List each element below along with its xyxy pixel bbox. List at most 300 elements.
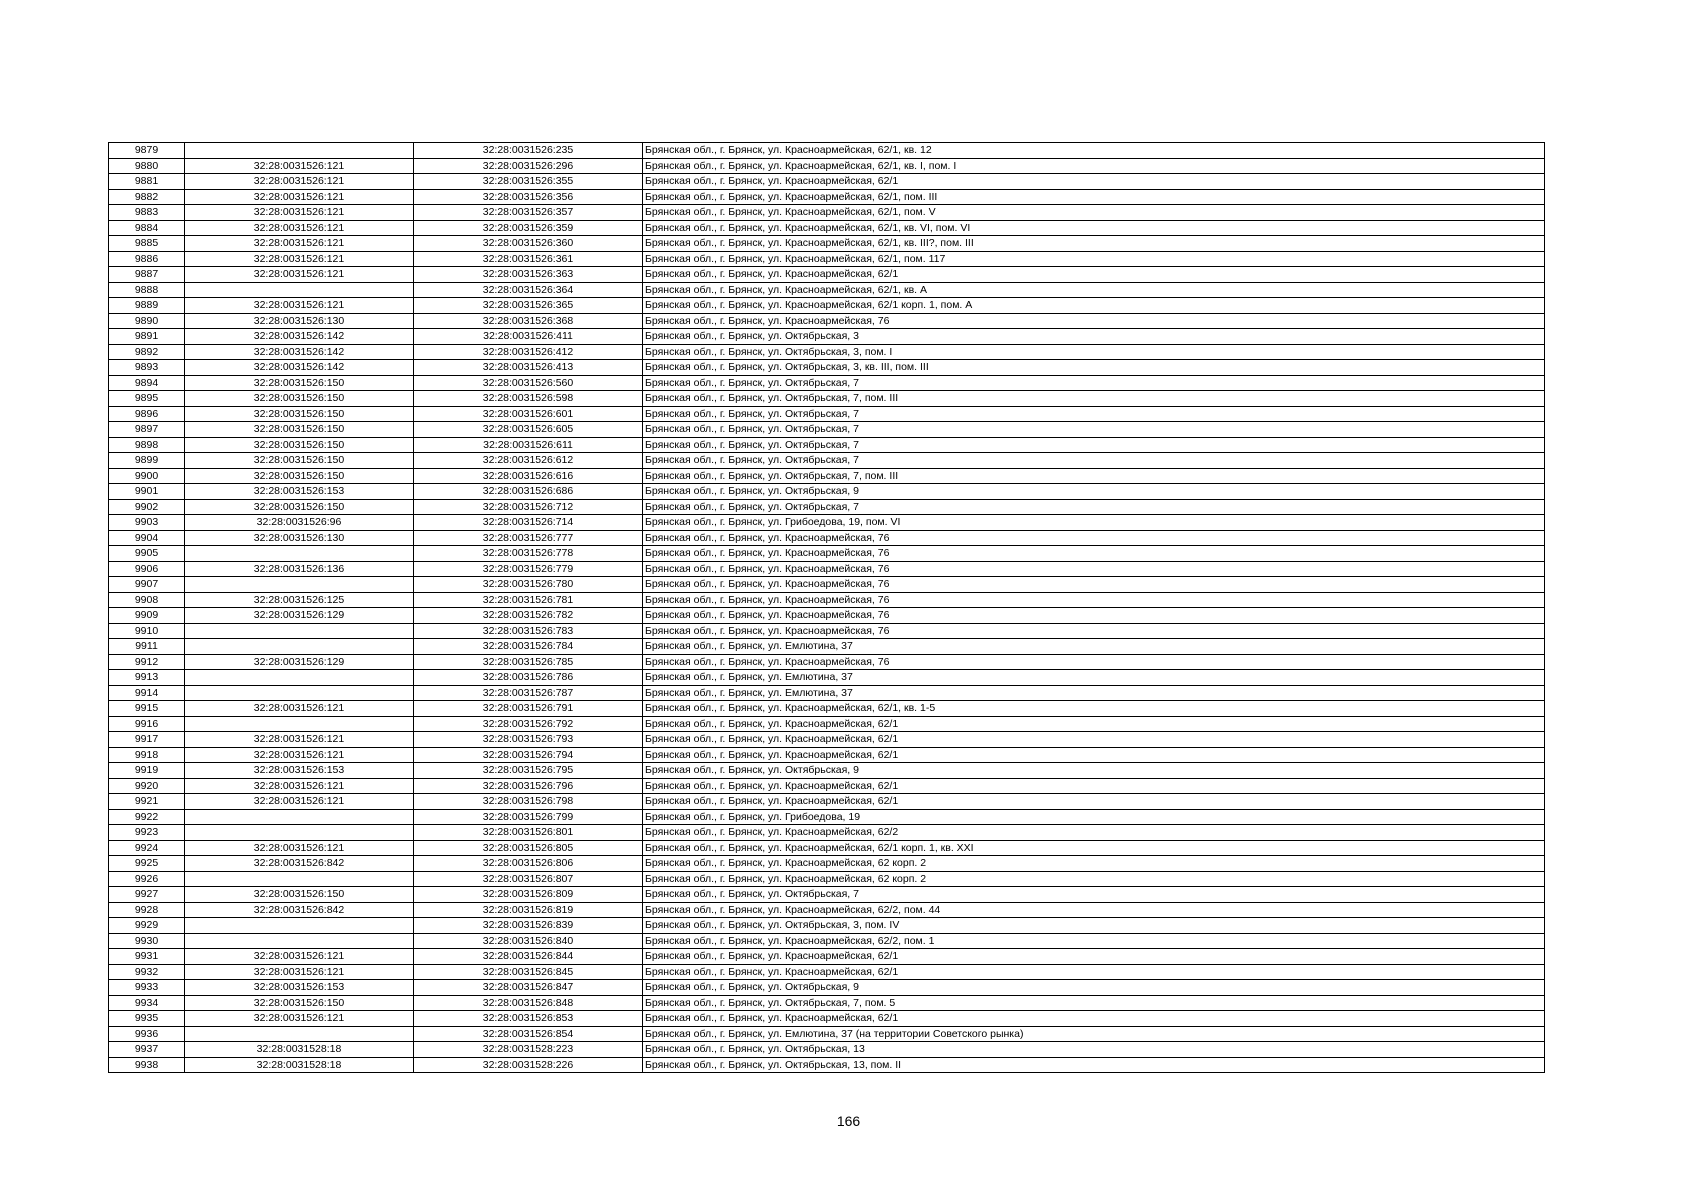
cadastral-number-cell: 32:28:0031526:791 [414, 701, 643, 717]
row-number-cell: 9880 [109, 158, 185, 174]
page-number: 166 [836, 1113, 861, 1129]
parent-cadastral-number-cell: 32:28:0031526:121 [185, 949, 414, 965]
parent-cadastral-number-cell: 32:28:0031526:96 [185, 515, 414, 531]
row-number-cell: 9901 [109, 484, 185, 500]
parent-cadastral-number-cell [185, 933, 414, 949]
address-cell: Брянская обл., г. Брянск, ул. Емлютина, 37 [643, 639, 1545, 655]
table-row [109, 484, 1545, 500]
cadastral-number-cell: 32:28:0031526:795 [414, 763, 643, 779]
row-number-cell: 9925 [109, 856, 185, 872]
address-cell: Брянская обл., г. Брянск, ул. Красноармейская, 76 [643, 577, 1545, 593]
parent-cadastral-number-cell: 32:28:0031526:129 [185, 608, 414, 624]
table-row [109, 933, 1545, 949]
address-cell: Брянская обл., г. Брянск, ул. Красноармейская, 62/2 [643, 825, 1545, 841]
parent-cadastral-number-cell: 32:28:0031526:121 [185, 174, 414, 190]
cadastral-number-cell: 32:28:0031526:412 [414, 344, 643, 360]
cadastral-number-cell: 32:28:0031528:226 [414, 1057, 643, 1073]
parent-cadastral-number-cell: 32:28:0031526:150 [185, 406, 414, 422]
parent-cadastral-number-cell: 32:28:0031526:150 [185, 422, 414, 438]
row-number-cell: 9888 [109, 282, 185, 298]
address-cell: Брянская обл., г. Брянск, ул. Емлютина, 37 [643, 685, 1545, 701]
table-row [109, 391, 1545, 407]
row-number-cell: 9881 [109, 174, 185, 190]
table-row [109, 422, 1545, 438]
parent-cadastral-number-cell: 32:28:0031526:121 [185, 158, 414, 174]
address-cell: Брянская обл., г. Брянск, ул. Красноармейская, 76 [643, 608, 1545, 624]
address-cell: Брянская обл., г. Брянск, ул. Красноармейская, 76 [643, 654, 1545, 670]
row-number-cell: 9902 [109, 499, 185, 515]
table-row [109, 980, 1545, 996]
cadastral-number-cell: 32:28:0031526:368 [414, 313, 643, 329]
address-cell: Брянская обл., г. Брянск, ул. Красноармейская, 76 [643, 546, 1545, 562]
row-number-cell: 9933 [109, 980, 185, 996]
cadastral-number-cell: 32:28:0031526:359 [414, 220, 643, 236]
cadastral-number-cell: 32:28:0031526:844 [414, 949, 643, 965]
cadastral-number-cell: 32:28:0031526:819 [414, 902, 643, 918]
parent-cadastral-number-cell: 32:28:0031526:136 [185, 561, 414, 577]
table-row [109, 220, 1545, 236]
address-cell: Брянская обл., г. Брянск, ул. Красноармейская, 62/1 [643, 174, 1545, 190]
table-row [109, 561, 1545, 577]
row-number-cell: 9921 [109, 794, 185, 810]
row-number-cell: 9917 [109, 732, 185, 748]
parent-cadastral-number-cell: 32:28:0031526:142 [185, 344, 414, 360]
table-row [109, 918, 1545, 934]
table-row [109, 143, 1545, 159]
parent-cadastral-number-cell: 32:28:0031526:150 [185, 995, 414, 1011]
cadastral-number-cell: 32:28:0031526:778 [414, 546, 643, 562]
parent-cadastral-number-cell: 32:28:0031526:121 [185, 220, 414, 236]
cadastral-number-cell: 32:28:0031526:365 [414, 298, 643, 314]
address-cell: Брянская обл., г. Брянск, ул. Октябрьская, 3 [643, 329, 1545, 345]
address-cell: Брянская обл., г. Брянск, ул. Октябрьская, 3, пом. IV [643, 918, 1545, 934]
table-row [109, 406, 1545, 422]
parent-cadastral-number-cell: 32:28:0031526:150 [185, 887, 414, 903]
address-cell: Брянская обл., г. Брянск, ул. Грибоедова, 19 [643, 809, 1545, 825]
address-cell: Брянская обл., г. Брянск, ул. Емлютина, 37 [643, 670, 1545, 686]
table-row [109, 763, 1545, 779]
cadastral-number-cell: 32:28:0031526:616 [414, 468, 643, 484]
table-row [109, 453, 1545, 469]
row-number-cell: 9879 [109, 143, 185, 159]
row-number-cell: 9891 [109, 329, 185, 345]
table-row [109, 825, 1545, 841]
table-row [109, 949, 1545, 965]
parent-cadastral-number-cell: 32:28:0031526:121 [185, 778, 414, 794]
parent-cadastral-number-cell: 32:28:0031526:142 [185, 360, 414, 376]
cadastral-number-cell: 32:28:0031526:781 [414, 592, 643, 608]
row-number-cell: 9937 [109, 1042, 185, 1058]
row-number-cell: 9934 [109, 995, 185, 1011]
parent-cadastral-number-cell: 32:28:0031526:121 [185, 732, 414, 748]
cadastral-number-cell: 32:28:0031526:787 [414, 685, 643, 701]
table-row [109, 608, 1545, 624]
table-row [109, 840, 1545, 856]
address-cell: Брянская обл., г. Брянск, ул. Октябрьская, 7 [643, 499, 1545, 515]
address-cell: Брянская обл., г. Брянск, ул. Красноармейская, 76 [643, 561, 1545, 577]
row-number-cell: 9926 [109, 871, 185, 887]
row-number-cell: 9897 [109, 422, 185, 438]
address-cell: Брянская обл., г. Брянск, ул. Грибоедова, 19, пом. VI [643, 515, 1545, 531]
cadastral-number-cell: 32:28:0031526:356 [414, 189, 643, 205]
cadastral-number-cell: 32:28:0031526:796 [414, 778, 643, 794]
table-row [109, 701, 1545, 717]
address-cell: Брянская обл., г. Брянск, ул. Октябрьская, 7, пом. III [643, 391, 1545, 407]
parent-cadastral-number-cell: 32:28:0031526:121 [185, 205, 414, 221]
row-number-cell: 9899 [109, 453, 185, 469]
table-row [109, 623, 1545, 639]
row-number-cell: 9908 [109, 592, 185, 608]
parent-cadastral-number-cell: 32:28:0031526:125 [185, 592, 414, 608]
cadastral-number-cell: 32:28:0031526:847 [414, 980, 643, 996]
cadastral-number-cell: 32:28:0031526:355 [414, 174, 643, 190]
parent-cadastral-number-cell: 32:28:0031526:129 [185, 654, 414, 670]
table-row [109, 654, 1545, 670]
cadastral-number-cell: 32:28:0031526:845 [414, 964, 643, 980]
parent-cadastral-number-cell [185, 577, 414, 593]
table-row [109, 809, 1545, 825]
row-number-cell: 9931 [109, 949, 185, 965]
address-cell: Брянская обл., г. Брянск, ул. Красноармейская, 62/1 корп. 1, пом. А [643, 298, 1545, 314]
table-row [109, 298, 1545, 314]
table-row [109, 964, 1545, 980]
table-row [109, 282, 1545, 298]
address-cell: Брянская обл., г. Брянск, ул. Красноармейская, 76 [643, 530, 1545, 546]
table-row [109, 344, 1545, 360]
address-cell: Брянская обл., г. Брянск, ул. Красноармейская, 62/1, пом. III [643, 189, 1545, 205]
table-row [109, 158, 1545, 174]
address-cell: Брянская обл., г. Брянск, ул. Красноармейская, 62/1 [643, 1011, 1545, 1027]
address-cell: Брянская обл., г. Брянск, ул. Октябрьская, 9 [643, 484, 1545, 500]
address-cell: Брянская обл., г. Брянск, ул. Октябрьская, 7 [643, 453, 1545, 469]
cadastral-number-cell: 32:28:0031526:792 [414, 716, 643, 732]
address-cell: Брянская обл., г. Брянск, ул. Емлютина, 37 (на территории Советского рынка) [643, 1026, 1545, 1042]
parent-cadastral-number-cell: 32:28:0031526:153 [185, 980, 414, 996]
row-number-cell: 9935 [109, 1011, 185, 1027]
address-cell: Брянская обл., г. Брянск, ул. Октябрьская, 13 [643, 1042, 1545, 1058]
cadastral-number-cell: 32:28:0031526:357 [414, 205, 643, 221]
row-number-cell: 9912 [109, 654, 185, 670]
cadastral-number-cell: 32:28:0031526:783 [414, 623, 643, 639]
cadastral-number-cell: 32:28:0031526:799 [414, 809, 643, 825]
table-row [109, 716, 1545, 732]
cadastral-number-cell: 32:28:0031526:853 [414, 1011, 643, 1027]
row-number-cell: 9923 [109, 825, 185, 841]
parent-cadastral-number-cell [185, 670, 414, 686]
address-cell: Брянская обл., г. Брянск, ул. Красноармейская, 62/1 [643, 778, 1545, 794]
address-cell: Брянская обл., г. Брянск, ул. Октябрьская, 7, пом. III [643, 468, 1545, 484]
cadastral-number-cell: 32:28:0031526:801 [414, 825, 643, 841]
table-row [109, 685, 1545, 701]
table-row [109, 747, 1545, 763]
table-row [109, 1057, 1545, 1073]
table-row [109, 251, 1545, 267]
parent-cadastral-number-cell [185, 871, 414, 887]
table-row [109, 778, 1545, 794]
parent-cadastral-number-cell [185, 282, 414, 298]
row-number-cell: 9896 [109, 406, 185, 422]
parent-cadastral-number-cell: 32:28:0031526:121 [185, 840, 414, 856]
address-cell: Брянская обл., г. Брянск, ул. Красноармейская, 62/1 [643, 732, 1545, 748]
row-number-cell: 9887 [109, 267, 185, 283]
table-row [109, 592, 1545, 608]
table-row [109, 530, 1545, 546]
address-cell: Брянская обл., г. Брянск, ул. Октябрьская, 7 [643, 422, 1545, 438]
parent-cadastral-number-cell [185, 685, 414, 701]
parent-cadastral-number-cell: 32:28:0031528:18 [185, 1057, 414, 1073]
row-number-cell: 9919 [109, 763, 185, 779]
row-number-cell: 9913 [109, 670, 185, 686]
cadastral-number-cell: 32:28:0031526:798 [414, 794, 643, 810]
parent-cadastral-number-cell: 32:28:0031526:150 [185, 499, 414, 515]
row-number-cell: 9894 [109, 375, 185, 391]
row-number-cell: 9892 [109, 344, 185, 360]
parent-cadastral-number-cell [185, 143, 414, 159]
row-number-cell: 9890 [109, 313, 185, 329]
row-number-cell: 9927 [109, 887, 185, 903]
row-number-cell: 9886 [109, 251, 185, 267]
table-row [109, 871, 1545, 887]
row-number-cell: 9910 [109, 623, 185, 639]
row-number-cell: 9905 [109, 546, 185, 562]
address-cell: Брянская обл., г. Брянск, ул. Красноармейская, 62/1, кв. I, пом. I [643, 158, 1545, 174]
cadastral-number-cell: 32:28:0031526:296 [414, 158, 643, 174]
row-number-cell: 9889 [109, 298, 185, 314]
cadastral-number-cell: 32:28:0031526:598 [414, 391, 643, 407]
row-number-cell: 9882 [109, 189, 185, 205]
table-row [109, 189, 1545, 205]
cadastral-number-cell: 32:28:0031526:779 [414, 561, 643, 577]
parent-cadastral-number-cell: 32:28:0031526:121 [185, 251, 414, 267]
parent-cadastral-number-cell: 32:28:0031526:121 [185, 236, 414, 252]
row-number-cell: 9916 [109, 716, 185, 732]
row-number-cell: 9929 [109, 918, 185, 934]
address-cell: Брянская обл., г. Брянск, ул. Красноармейская, 62/1, кв. 12 [643, 143, 1545, 159]
parent-cadastral-number-cell: 32:28:0031526:150 [185, 453, 414, 469]
address-cell: Брянская обл., г. Брянск, ул. Красноармейская, 62/1 [643, 716, 1545, 732]
row-number-cell: 9922 [109, 809, 185, 825]
cadastral-number-cell: 32:28:0031526:360 [414, 236, 643, 252]
address-cell: Брянская обл., г. Брянск, ул. Октябрьская, 9 [643, 763, 1545, 779]
row-number-cell: 9900 [109, 468, 185, 484]
parent-cadastral-number-cell [185, 825, 414, 841]
address-cell: Брянская обл., г. Брянск, ул. Красноармейская, 62/1 [643, 949, 1545, 965]
table-row [109, 887, 1545, 903]
address-cell: Брянская обл., г. Брянск, ул. Красноармейская, 76 [643, 592, 1545, 608]
row-number-cell: 9914 [109, 685, 185, 701]
address-cell: Брянская обл., г. Брянск, ул. Октябрьская, 9 [643, 980, 1545, 996]
address-cell: Брянская обл., г. Брянск, ул. Октябрьская, 13, пом. II [643, 1057, 1545, 1073]
table-row [109, 468, 1545, 484]
address-cell: Брянская обл., г. Брянск, ул. Октябрьская, 7 [643, 406, 1545, 422]
parent-cadastral-number-cell: 32:28:0031526:842 [185, 856, 414, 872]
address-cell: Брянская обл., г. Брянск, ул. Красноармейская, 62/1 [643, 964, 1545, 980]
cadastral-number-cell: 32:28:0031526:560 [414, 375, 643, 391]
address-cell: Брянская обл., г. Брянск, ул. Красноармейская, 76 [643, 623, 1545, 639]
row-number-cell: 9915 [109, 701, 185, 717]
parent-cadastral-number-cell: 32:28:0031526:130 [185, 313, 414, 329]
row-number-cell: 9903 [109, 515, 185, 531]
cadastral-number-cell: 32:28:0031526:793 [414, 732, 643, 748]
cadastral-number-cell: 32:28:0031526:780 [414, 577, 643, 593]
row-number-cell: 9885 [109, 236, 185, 252]
table-row [109, 499, 1545, 515]
table-row [109, 577, 1545, 593]
table-row [109, 670, 1545, 686]
row-number-cell: 9884 [109, 220, 185, 236]
parent-cadastral-number-cell: 32:28:0031526:121 [185, 298, 414, 314]
address-cell: Брянская обл., г. Брянск, ул. Красноармейская, 62/1 [643, 267, 1545, 283]
address-cell: Брянская обл., г. Брянск, ул. Красноармейская, 62/1, пом. V [643, 205, 1545, 221]
cadastral-number-cell: 32:28:0031526:611 [414, 437, 643, 453]
parent-cadastral-number-cell [185, 716, 414, 732]
row-number-cell: 9924 [109, 840, 185, 856]
table-row [109, 313, 1545, 329]
row-number-cell: 9909 [109, 608, 185, 624]
table-row [109, 205, 1545, 221]
cadastral-number-cell: 32:28:0031526:777 [414, 530, 643, 546]
cadastral-number-cell: 32:28:0031526:786 [414, 670, 643, 686]
row-number-cell: 9932 [109, 964, 185, 980]
cadastral-number-cell: 32:28:0031526:714 [414, 515, 643, 531]
cadastral-number-cell: 32:28:0031526:601 [414, 406, 643, 422]
table-row [109, 995, 1545, 1011]
address-cell: Брянская обл., г. Брянск, ул. Октябрьская, 7 [643, 887, 1545, 903]
table-row [109, 267, 1545, 283]
parent-cadastral-number-cell: 32:28:0031526:153 [185, 763, 414, 779]
address-cell: Брянская обл., г. Брянск, ул. Красноармейская, 62/1 [643, 794, 1545, 810]
cadastral-number-cell: 32:28:0031526:612 [414, 453, 643, 469]
parent-cadastral-number-cell: 32:28:0031528:18 [185, 1042, 414, 1058]
cadastral-number-cell: 32:28:0031526:784 [414, 639, 643, 655]
parent-cadastral-number-cell [185, 623, 414, 639]
address-cell: Брянская обл., г. Брянск, ул. Октябрьская, 7 [643, 437, 1545, 453]
address-cell: Брянская обл., г. Брянск, ул. Октябрьская, 3, пом. I [643, 344, 1545, 360]
parent-cadastral-number-cell: 32:28:0031526:842 [185, 902, 414, 918]
cadastral-number-cell: 32:28:0031526:854 [414, 1026, 643, 1042]
row-number-cell: 9928 [109, 902, 185, 918]
row-number-cell: 9936 [109, 1026, 185, 1042]
row-number-cell: 9895 [109, 391, 185, 407]
address-cell: Брянская обл., г. Брянск, ул. Красноармейская, 62/1, кв. А [643, 282, 1545, 298]
row-number-cell: 9938 [109, 1057, 185, 1073]
row-number-cell: 9883 [109, 205, 185, 221]
cadastral-number-cell: 32:28:0031526:807 [414, 871, 643, 887]
table-row [109, 1042, 1545, 1058]
cadastral-number-cell: 32:28:0031526:686 [414, 484, 643, 500]
table-row [109, 856, 1545, 872]
cadastral-number-cell: 32:28:0031526:363 [414, 267, 643, 283]
cadastral-number-cell: 32:28:0031526:839 [414, 918, 643, 934]
parent-cadastral-number-cell: 32:28:0031526:121 [185, 1011, 414, 1027]
table-row [109, 329, 1545, 345]
parent-cadastral-number-cell: 32:28:0031526:121 [185, 747, 414, 763]
parent-cadastral-number-cell: 32:28:0031526:121 [185, 267, 414, 283]
cadastral-number-cell: 32:28:0031526:235 [414, 143, 643, 159]
address-cell: Брянская обл., г. Брянск, ул. Красноармейская, 62 корп. 2 [643, 871, 1545, 887]
parent-cadastral-number-cell [185, 639, 414, 655]
cadastral-number-cell: 32:28:0031526:785 [414, 654, 643, 670]
parent-cadastral-number-cell: 32:28:0031526:121 [185, 701, 414, 717]
address-cell: Брянская обл., г. Брянск, ул. Красноармейская, 62/1 [643, 747, 1545, 763]
parent-cadastral-number-cell: 32:28:0031526:142 [185, 329, 414, 345]
cadastral-number-cell: 32:28:0031526:364 [414, 282, 643, 298]
parent-cadastral-number-cell: 32:28:0031526:150 [185, 437, 414, 453]
cadastral-number-cell: 32:28:0031526:361 [414, 251, 643, 267]
cadastral-number-cell: 32:28:0031526:782 [414, 608, 643, 624]
cadastral-number-cell: 32:28:0031526:806 [414, 856, 643, 872]
row-number-cell: 9911 [109, 639, 185, 655]
row-number-cell: 9893 [109, 360, 185, 376]
parent-cadastral-number-cell: 32:28:0031526:130 [185, 530, 414, 546]
cadastral-number-cell: 32:28:0031526:805 [414, 840, 643, 856]
row-number-cell: 9907 [109, 577, 185, 593]
cadastral-number-cell: 32:28:0031528:223 [414, 1042, 643, 1058]
cadastral-number-cell: 32:28:0031526:840 [414, 933, 643, 949]
registry-table [108, 142, 1545, 1073]
table-row [109, 174, 1545, 190]
cadastral-number-cell: 32:28:0031526:413 [414, 360, 643, 376]
cadastral-number-cell: 32:28:0031526:809 [414, 887, 643, 903]
address-cell: Брянская обл., г. Брянск, ул. Октябрьская, 7 [643, 375, 1545, 391]
table-row [109, 794, 1545, 810]
address-cell: Брянская обл., г. Брянск, ул. Красноармейская, 62/1, кв. VI, пом. VI [643, 220, 1545, 236]
address-cell: Брянская обл., г. Брянск, ул. Красноармейская, 62/2, пом. 1 [643, 933, 1545, 949]
address-cell: Брянская обл., г. Брянск, ул. Октябрьская, 7, пом. 5 [643, 995, 1545, 1011]
parent-cadastral-number-cell: 32:28:0031526:150 [185, 391, 414, 407]
table-row [109, 639, 1545, 655]
table-row [109, 360, 1545, 376]
row-number-cell: 9918 [109, 747, 185, 763]
parent-cadastral-number-cell: 32:28:0031526:121 [185, 189, 414, 205]
cadastral-number-cell: 32:28:0031526:712 [414, 499, 643, 515]
address-cell: Брянская обл., г. Брянск, ул. Октябрьская, 3, кв. III, пом. III [643, 360, 1545, 376]
address-cell: Брянская обл., г. Брянск, ул. Красноармейская, 62/1, пом. 117 [643, 251, 1545, 267]
address-cell: Брянская обл., г. Брянск, ул. Красноармейская, 62/1 корп. 1, кв. XXI [643, 840, 1545, 856]
table-row [109, 1026, 1545, 1042]
address-cell: Брянская обл., г. Брянск, ул. Красноармейская, 62/2, пом. 44 [643, 902, 1545, 918]
table-row [109, 375, 1545, 391]
cadastral-number-cell: 32:28:0031526:411 [414, 329, 643, 345]
table-row [109, 236, 1545, 252]
table-row [109, 546, 1545, 562]
parent-cadastral-number-cell: 32:28:0031526:121 [185, 794, 414, 810]
parent-cadastral-number-cell: 32:28:0031526:121 [185, 964, 414, 980]
parent-cadastral-number-cell: 32:28:0031526:150 [185, 468, 414, 484]
table-row [109, 1011, 1545, 1027]
parent-cadastral-number-cell [185, 546, 414, 562]
table-row [109, 437, 1545, 453]
row-number-cell: 9906 [109, 561, 185, 577]
address-cell: Брянская обл., г. Брянск, ул. Красноармейская, 62/1, кв. 1-5 [643, 701, 1545, 717]
parent-cadastral-number-cell: 32:28:0031526:150 [185, 375, 414, 391]
registry-table-body [109, 143, 1545, 1073]
parent-cadastral-number-cell [185, 809, 414, 825]
address-cell: Брянская обл., г. Брянск, ул. Красноармейская, 62/1, кв. III?, пом. III [643, 236, 1545, 252]
cadastral-number-cell: 32:28:0031526:605 [414, 422, 643, 438]
table-row [109, 902, 1545, 918]
parent-cadastral-number-cell: 32:28:0031526:153 [185, 484, 414, 500]
cadastral-number-cell: 32:28:0031526:794 [414, 747, 643, 763]
row-number-cell: 9920 [109, 778, 185, 794]
address-cell: Брянская обл., г. Брянск, ул. Красноармейская, 62 корп. 2 [643, 856, 1545, 872]
address-cell: Брянская обл., г. Брянск, ул. Красноармейская, 76 [643, 313, 1545, 329]
table-row [109, 732, 1545, 748]
registry-table-container [108, 142, 1545, 1073]
cadastral-number-cell: 32:28:0031526:848 [414, 995, 643, 1011]
table-row [109, 515, 1545, 531]
parent-cadastral-number-cell [185, 918, 414, 934]
